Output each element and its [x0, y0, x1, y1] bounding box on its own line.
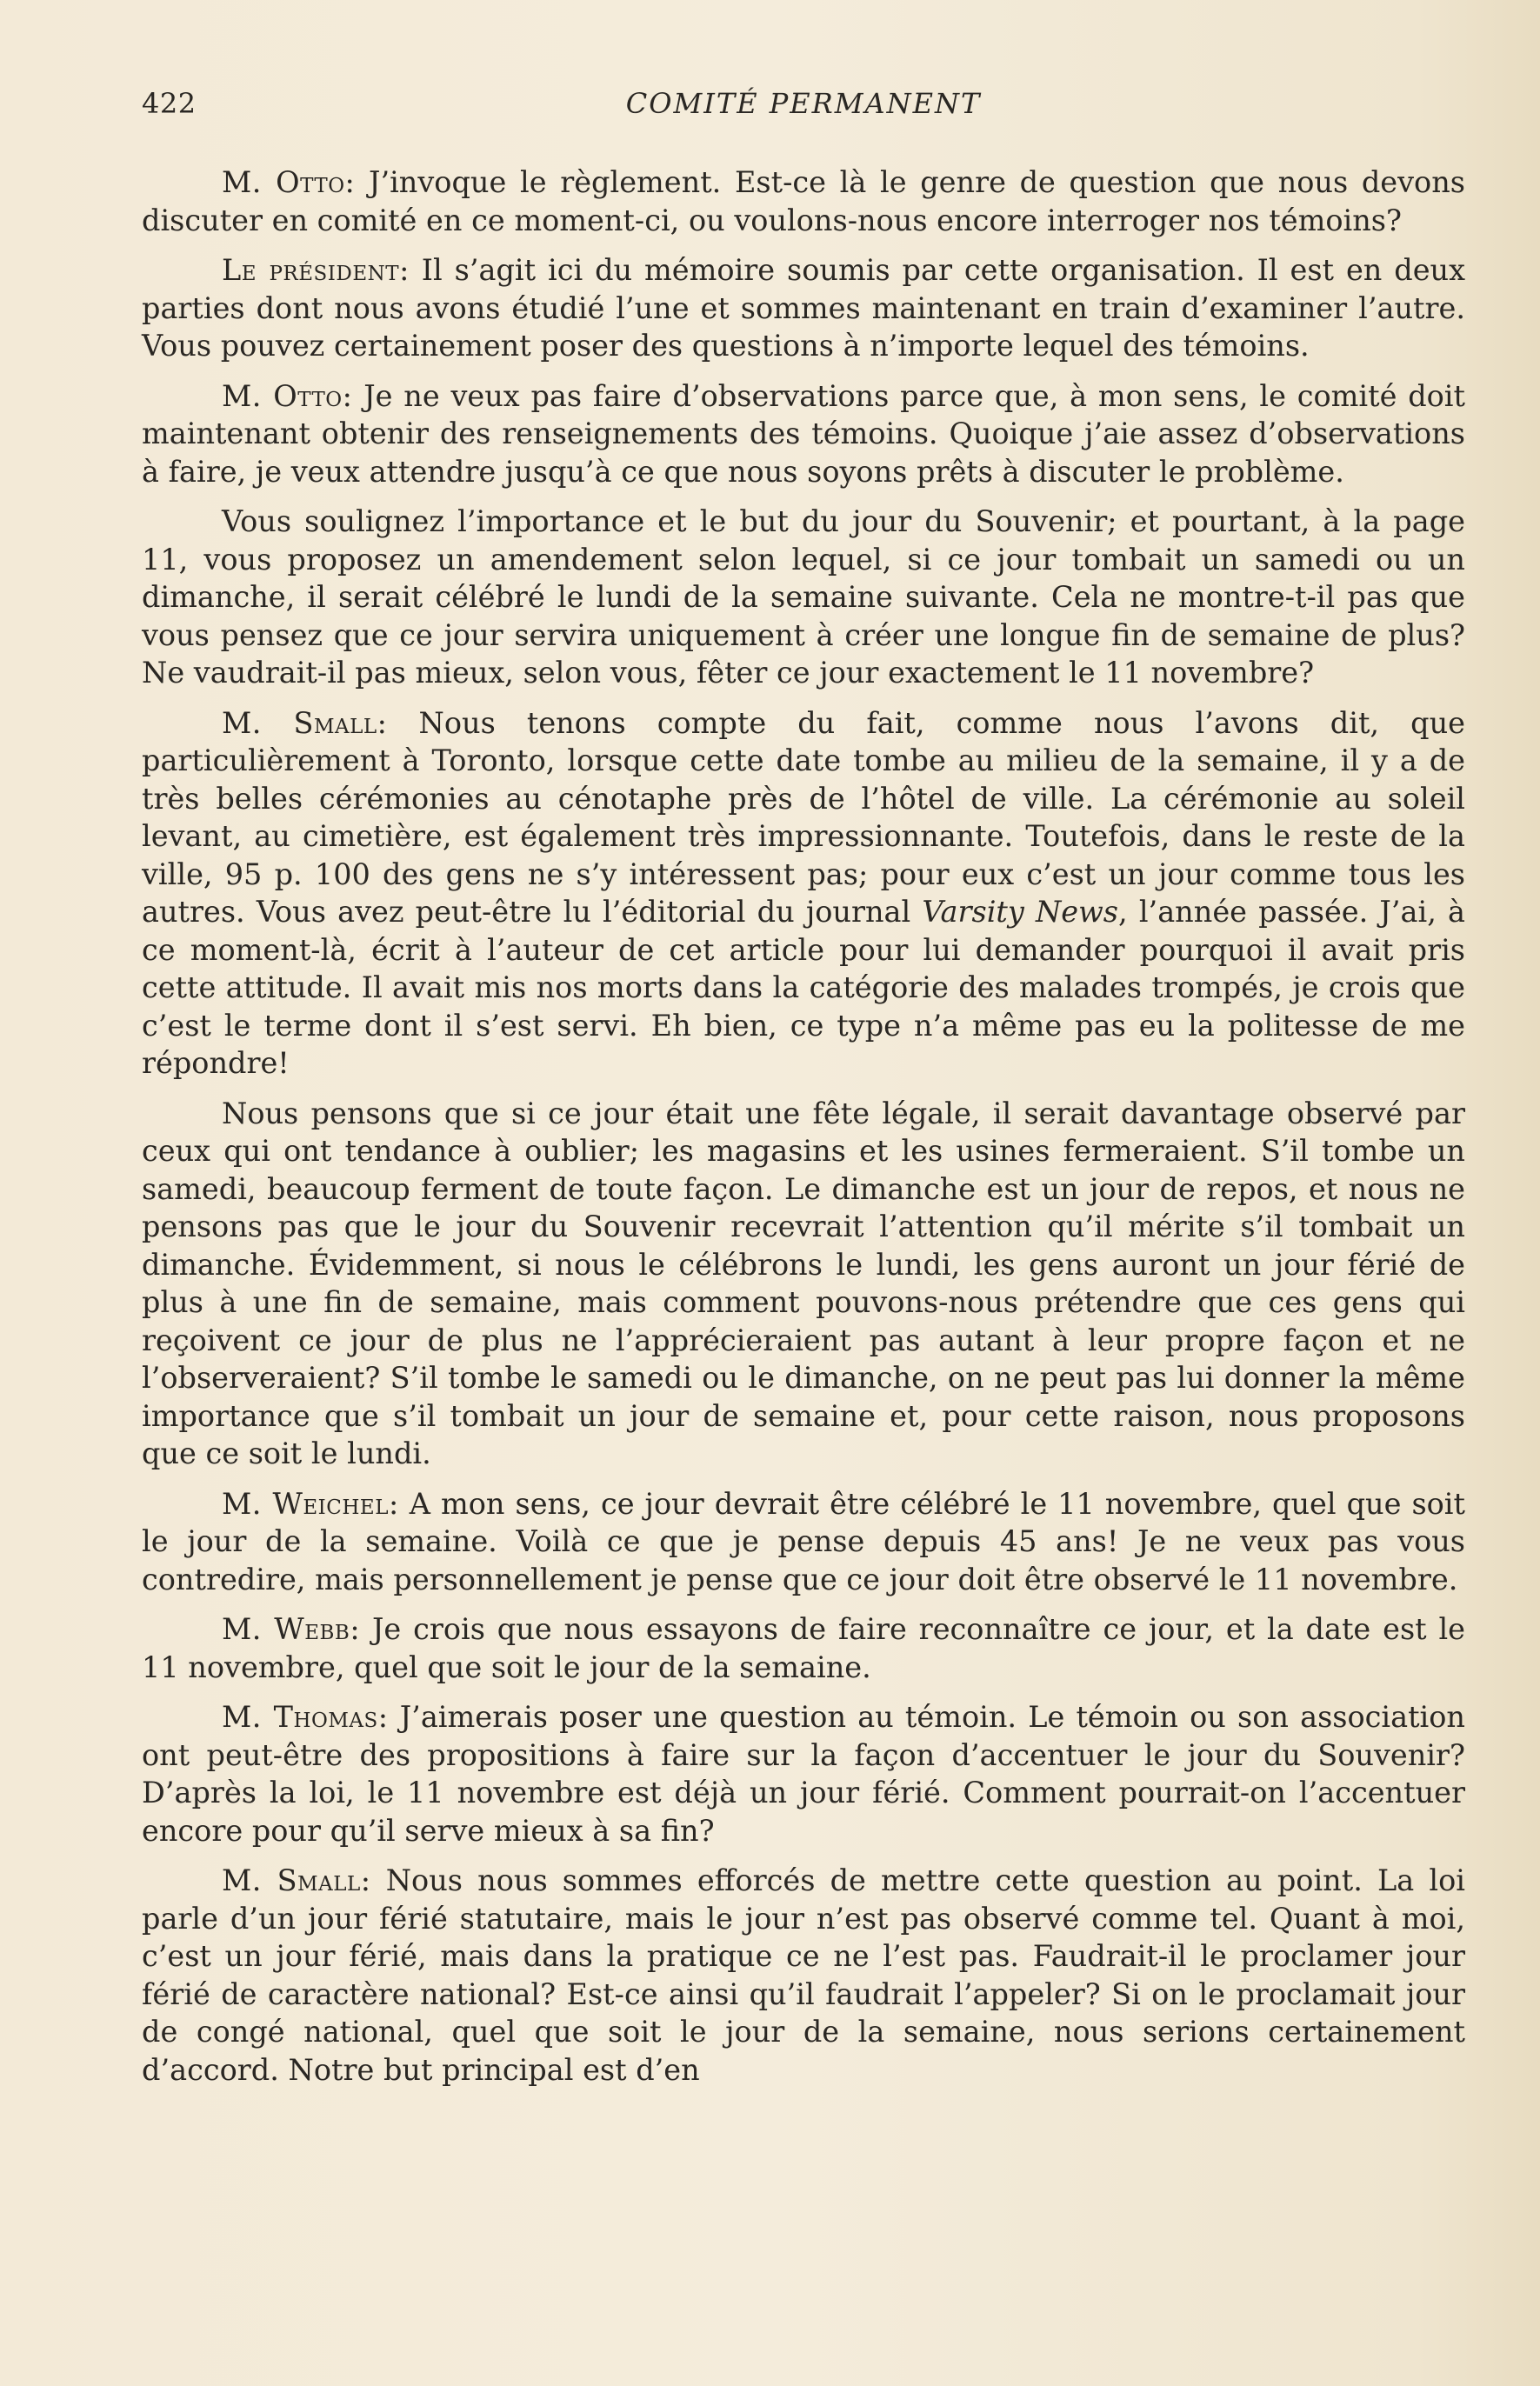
paragraph-text: Vous soulignez l’importance et le but du jour du Souvenir; et pourtant, à la page 11, vous proposez un amendement selon lequel, si ce jour tombait un samedi ou un dimanche, il serait célébré le lundi de la semaine suivante. Cela ne montre-t-il pas que vous pensez que ce jour servira uniquement à créer une longue fin de semaine de plus? Ne vaudrait-il pas mieux, selon vous, fêter ce jour exactement le 11 novembre? — [142, 504, 1465, 690]
running-head: COMITÉ PERMANENT — [625, 87, 982, 120]
speaker-name: M. Otto: — [222, 378, 353, 413]
paragraph-text: J’invoque le règlement. Est-ce là le genre de question que nous devons discuter en comité en ce moment-ci, ou voulons-nous encore interroger nos témoins? — [142, 165, 1465, 237]
paragraph — [142, 1698, 1465, 1849]
speaker-name: M. Webb: — [222, 1612, 361, 1646]
paragraph — [142, 704, 1465, 1083]
paragraph-text: J’aimerais poser une question au témoin. Le témoin ou son association ont peut-être des propositions à faire sur la façon d’accentuer le jour du Souvenir? D’après la loi, le 11 novembre est déjà un jour férié. Comment pourrait-on l’accentuer encore pour qu’il serve mieux à sa fin? — [142, 1700, 1466, 1848]
paragraph-text: Nous tenons compte du fait, comme nous l’avons dit, que particulièrement à Toronto, lorsque cette date tombe au milieu de la semaine, il y a de très belles cérémonies au cénotaphe près de l’hôtel de ville. La cérémonie au soleil levant, au cimetière, est également très impressionnante. Toutefois, dans le reste de la ville, 95 p. 100 des gens ne s’y intéressent pas; pour eux c’est un jour comme tous les autres. Vous avez peut-être lu l’éditorial du journal — [142, 705, 1465, 929]
paragraph — [142, 251, 1465, 365]
paragraph — [142, 377, 1465, 491]
paragraph-text-continued: , l’année passée. J’ai, à ce moment-là, écrit à l’auteur de cet article pour lui demander pourquoi il avait pris cette attitude. Il avait mis nos morts dans la catégorie des malades trompés, je crois que c’est le terme dont il s’est servi. Eh bien, ce type n’a même pas eu la politesse de me répondre! — [142, 895, 1466, 1080]
page-number: 422 — [142, 87, 197, 120]
paragraph-text: Il s’agit ici du mémoire soumis par cette organisation. Il est en deux parties dont nous avons étudié l’une et sommes maintenant en train d’examiner l’autre. Vous pouvez certainement poser des questions à n’importe lequel des témoins. — [142, 253, 1465, 363]
speaker-name: M. Weichel: — [222, 1486, 399, 1521]
paragraph-text: Je crois que nous essayons de faire reconnaître ce jour, et la date est le 11 novembre, quel que soit le jour de la semaine. — [142, 1612, 1465, 1684]
paragraph-text: Je ne veux pas faire d’observations parce que, à mon sens, le comité doit maintenant obtenir des renseignements des témoins. Quoique j’aie assez d’observations à faire, je veux attendre jusqu’à ce que nous soyons prêts à discuter le problème. — [142, 378, 1465, 489]
speaker-name: M. Small: — [222, 705, 388, 740]
paragraph — [142, 1610, 1465, 1686]
page-header — [142, 87, 1465, 130]
paragraph — [142, 1095, 1465, 1473]
speaker-name: Le président: — [222, 253, 410, 287]
paragraph-text: Nous pensons que si ce jour était une fête légale, il serait davantage observé par ceux qui ont tendance à oublier; les magasins et les usines fermeraient. S’il tombe un samedi, beaucoup ferment de toute façon. Le dimanche est un jour de repos, et nous ne pensons pas que le jour du Souvenir recevrait l’attention qu’il mérite s’il tombait un dimanche. Évidemment, si nous le célébrons le lundi, les gens auront un jour férié de plus à une fin de semaine, mais comment pouvons-nous prétendre que ces gens qui reçoivent ce jour de plus ne l’apprécieraient pas autant à leur propre façon et ne l’observeraient? S’il tombe le samedi ou le dimanche, on ne peut pas lui donner la même importance que s’il tombait un jour de semaine et, pour cette raison, nous proposons que ce soit le lundi. — [142, 1096, 1465, 1470]
speaker-name: M. Small: — [222, 1863, 371, 1897]
paragraph — [142, 1862, 1465, 2089]
page-body — [142, 163, 1465, 2101]
newspaper-title: Varsity News — [922, 895, 1119, 929]
paragraph-text: Nous nous sommes efforcés de mettre cette question au point. La loi parle d’un jour férié statutaire, mais le jour n’est pas observé comme tel. Quant à moi, c’est un jour férié, mais dans la pratique ce ne l’est pas. Faudrait-il le proclamer jour férié de caractère national? Est-ce ainsi qu’il faudrait l’appeler? Si on le proclamait jour de congé national, quel que soit le jour de la semaine, nous serions certainement d’accord. Notre but principal est d’en — [142, 1863, 1465, 2087]
paragraph — [142, 503, 1465, 692]
speaker-name: M. Otto: — [222, 165, 356, 199]
speaker-name: M. Thomas: — [222, 1700, 389, 1734]
paragraph-text: A mon sens, ce jour devrait être célébré le 11 novembre, quel que soit le jour de la semaine. Voilà ce que je pense depuis 45 ans! Je ne veux pas vous contredire, mais personnellement je pense que ce jour doit être observé le 11 novembre. — [142, 1486, 1465, 1596]
paragraph — [142, 163, 1465, 239]
paragraph — [142, 1485, 1465, 1599]
